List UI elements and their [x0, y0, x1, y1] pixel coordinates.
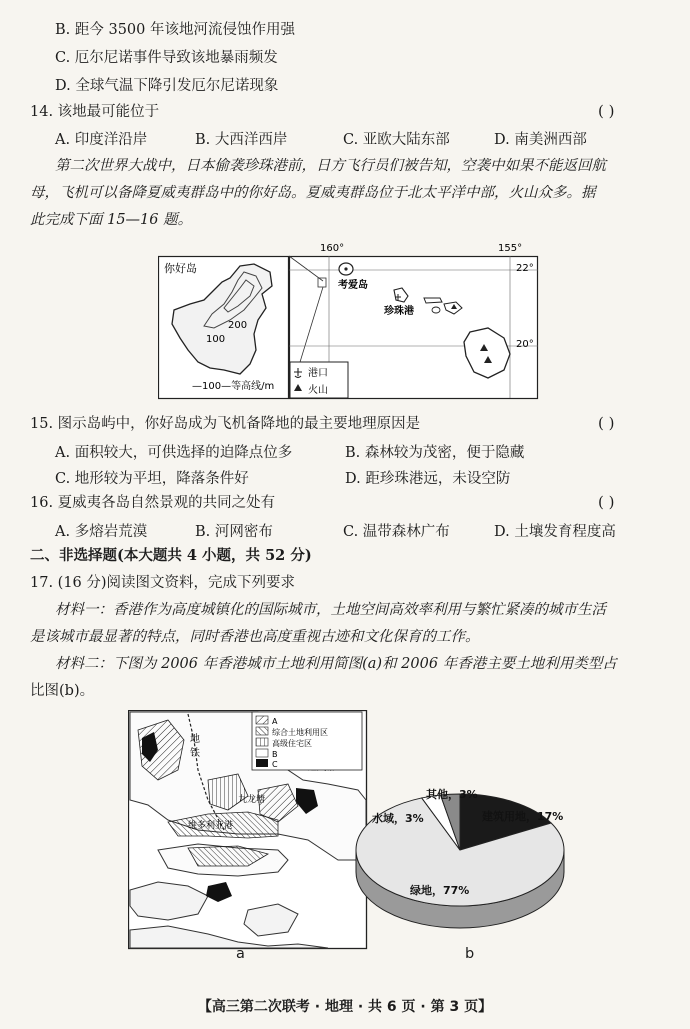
lon-label-160: 160°	[320, 243, 345, 254]
legend-b-swatch	[256, 749, 268, 757]
legend-a-label: A	[272, 717, 278, 726]
legend-c-label: C	[272, 760, 278, 769]
label-kowloon-tong: 九龙塘	[238, 795, 266, 805]
pie-label-2: 水域，3%	[372, 812, 424, 825]
q17-stem: 17. (16 分)阅读图文资料，完成下列要求	[30, 575, 296, 591]
q17-material1-line-2: 是该城市最显著的特点，同时香港也高度重视古迹和文化保育的工作。	[30, 629, 480, 645]
label-victoria-harbour: 维多利亚港	[188, 821, 234, 831]
label-kauai: 考爱岛	[338, 280, 368, 291]
lanai-island	[432, 307, 440, 313]
legend-contour: —100—等高线/m	[192, 381, 275, 392]
q15-option-a: A. 面积较大，可供选择的迫降点位多	[55, 445, 293, 461]
label-metro-1: 地	[190, 734, 200, 745]
legend-volcano-label: 火山	[308, 385, 328, 396]
page-footer: 【高三第二次联考 · 地理 · 共 6 页 · 第 3 页】	[197, 999, 493, 1015]
legend-a-swatch	[256, 716, 268, 724]
q13-option-c: C. 厄尔尼诺事件导致该地暴雨频发	[55, 50, 278, 66]
legend-mixed-label: 综合土地利用区	[272, 728, 328, 737]
section-heading: 二、非选择题(本大题共 4 小题，共 52 分)	[30, 547, 312, 564]
kauai-volcano-dot	[344, 267, 347, 270]
q14-answer-paren: ( )	[598, 102, 615, 120]
q15-option-d: D. 距珍珠港远，未设空防	[345, 471, 511, 487]
q14-option-c: C. 亚欧大陆东部	[343, 132, 450, 148]
contour-label-200: 200	[228, 320, 248, 331]
q16-option-d: D. 土壤发育程度高	[494, 524, 616, 540]
pie-label-0: 建筑用地，17%	[482, 810, 564, 823]
legend-b-label: B	[272, 750, 278, 759]
hongkong-landuse-map	[128, 710, 368, 960]
lat-label-20: 20°	[516, 339, 534, 350]
q14-option-a: A. 印度洋沿岸	[55, 132, 148, 148]
q17-material2-line-1: 材料二：下图为 2006 年香港城市土地利用简图(a)和 2006 年香港主要土地利用类型占	[55, 656, 617, 672]
q14-option-b: B. 大西洋西岸	[195, 132, 288, 148]
legend-high-swatch	[256, 738, 268, 746]
q16-stem: 16. 夏威夷各岛自然景观的共同之处有	[30, 495, 276, 511]
molokai-island	[424, 298, 442, 303]
lat-label-22: 22°	[516, 263, 534, 274]
legend-mixed-swatch	[256, 727, 268, 735]
q15-stem: 15. 图示岛屿中，你好岛成为飞机备降地的最主要地理原因是	[30, 416, 421, 432]
q14-stem: 14. 该地最可能位于	[30, 104, 160, 120]
q13-option-d: D. 全球气温下降引发厄尔尼诺现象	[55, 78, 279, 94]
q16-option-a: A. 多熔岩荒漠	[55, 524, 148, 540]
map-a-caption: a	[236, 946, 245, 962]
q14-option-d: D. 南美洲西部	[494, 132, 587, 148]
legend-port-label: 港口	[308, 368, 328, 379]
pie-label-3: 其他，3%	[426, 788, 478, 801]
landuse-pie-chart	[350, 770, 590, 970]
label-metro-2: 铁	[190, 748, 200, 759]
q15-answer-paren: ( )	[598, 414, 615, 432]
q17-material2-line-2: 比图(b)。	[30, 683, 95, 699]
pie-label-1: 绿地，77%	[410, 884, 470, 897]
pie-caption: b	[465, 946, 475, 962]
lon-label-155: 155°	[498, 243, 523, 254]
passage-line-2: 母，飞机可以备降夏威夷群岛中的你好岛。夏威夷群岛位于北太平洋中部，火山众多。据	[30, 185, 596, 201]
hawaii-map	[158, 238, 548, 400]
q16-answer-paren: ( )	[598, 493, 615, 511]
q15-option-b: B. 森林较为茂密，便于隐藏	[345, 445, 525, 461]
passage-line-1: 第二次世界大战中，日本偷袭珍珠港前，日方飞行员们被告知，空袭中如果不能返回航	[55, 158, 606, 174]
passage-line-3: 此完成下面 15—16 题。	[30, 212, 193, 228]
q13-option-b: B. 距今 3500 年该地河流侵蚀作用强	[55, 22, 295, 38]
q16-option-c: C. 温带森林广布	[343, 524, 450, 540]
q16-option-b: B. 河网密布	[195, 524, 273, 540]
legend-high-label: 高级住宅区	[272, 739, 312, 748]
legend-c-swatch	[256, 759, 268, 767]
label-pearl-harbor: 珍珠港	[384, 306, 414, 317]
q15-option-c: C. 地形较为平坦，降落条件好	[55, 471, 249, 487]
inset-title: 你好岛	[164, 262, 197, 275]
q17-material1-line-1: 材料一：香港作为高度城镇化的国际城市，土地空间高效率利用与繁忙紧凑的城市生活	[55, 602, 606, 618]
contour-label-100: 100	[206, 334, 226, 345]
